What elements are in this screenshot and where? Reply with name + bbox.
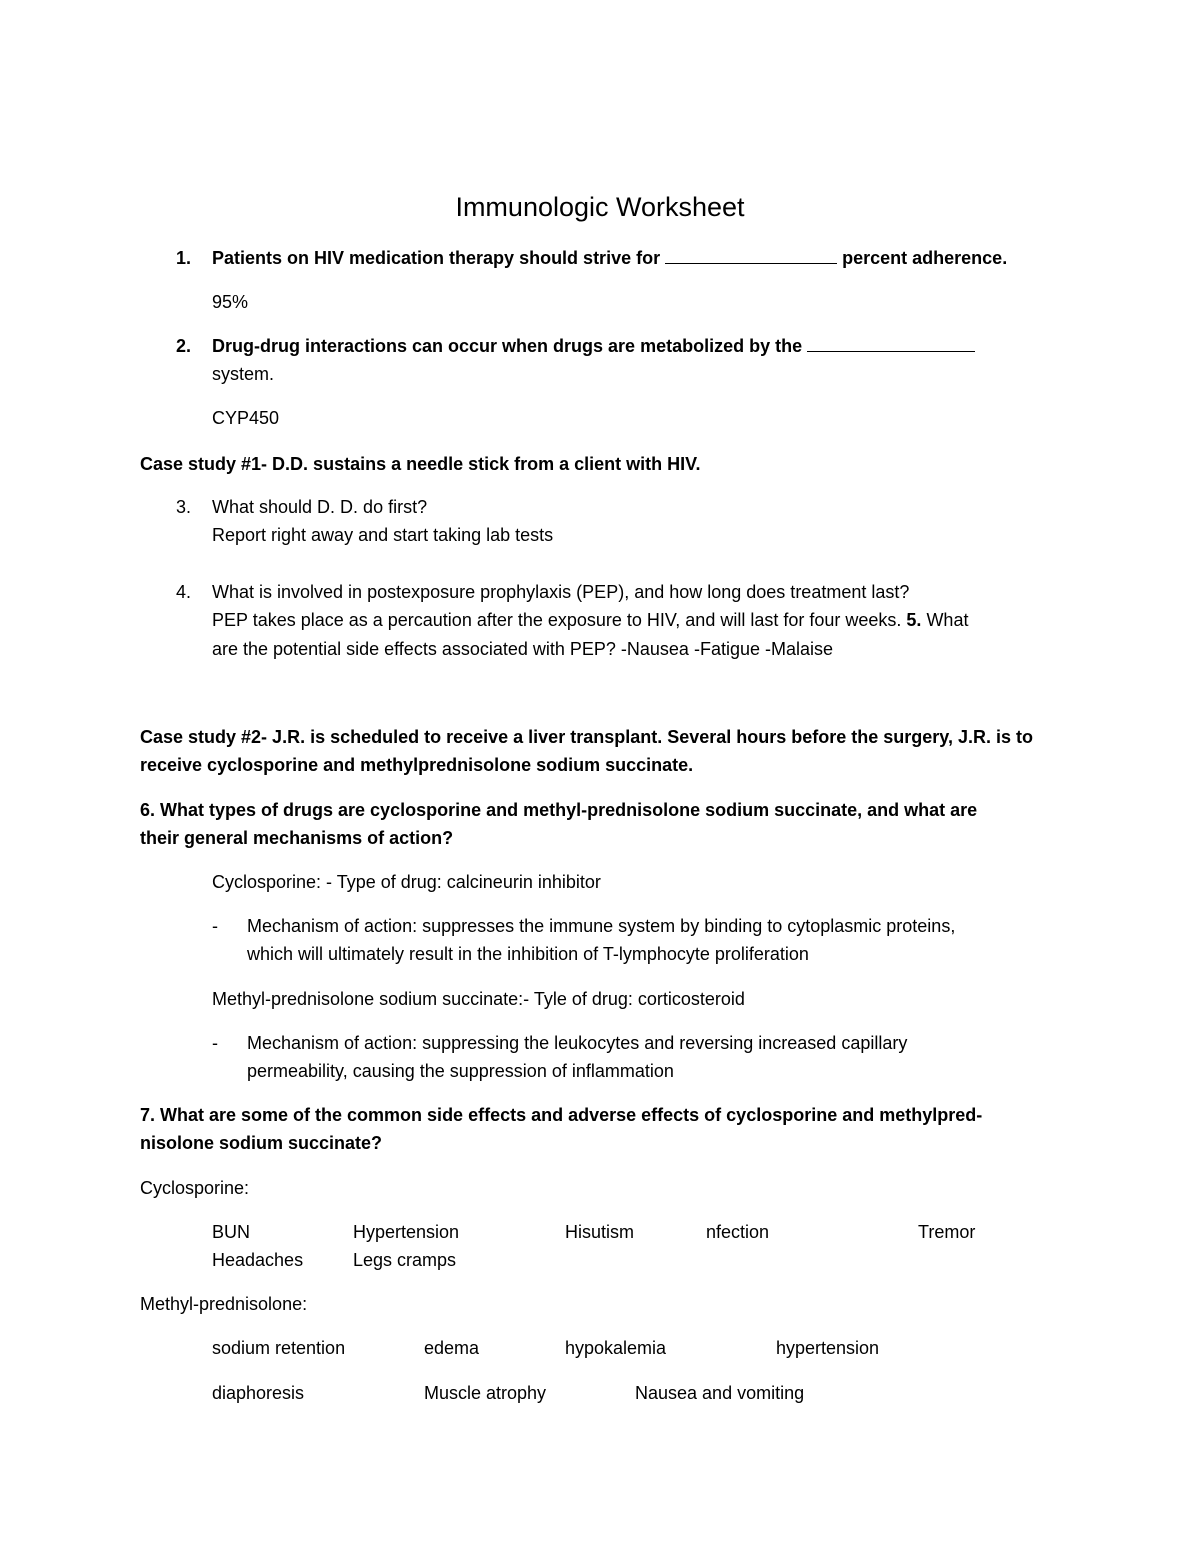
q6-methyl-type: Methyl-prednisolone sodium succinate:- Tyle of drug: corticosteroid [212, 989, 745, 1009]
q4-answer-line1 [212, 608, 968, 632]
q5-number: 5. [906, 610, 922, 630]
q7-line1: 7. What are some of the common side effects and adverse effects of cyclosporine and methylpred- [140, 1105, 983, 1125]
cyclo-effect-item: Legs cramps [353, 1250, 457, 1270]
q2-blank [807, 335, 975, 352]
q3-number: 3. [176, 497, 192, 517]
q1-answer: 95% [212, 292, 249, 312]
case-study-2-line1: Case study #2- J.R. is scheduled to receive a liver transplant. Several hours before the surgery, J.R. is to [140, 727, 1033, 747]
q6-cyclosporine-mechanism-1: Mechanism of action: suppresses the immune system by binding to cytoplasmic proteins, [247, 916, 956, 936]
q4-number: 4. [176, 582, 192, 602]
methyl-effect-item: sodium retention [212, 1338, 346, 1358]
q4-answer-text: PEP takes place as a percaution after the exposure to HIV, and will last for four weeks. [212, 610, 902, 630]
cyclo-effect-item: Headaches [212, 1250, 304, 1270]
q6-cyclosporine-mechanism-2: which will ultimately result in the inhibition of T-lymphocyte proliferation [247, 944, 809, 964]
q2-text-before: Drug-drug interactions can occur when drugs are metabolized by the [212, 336, 803, 356]
q5-question-start: What [926, 610, 969, 630]
methyl-effect-item: hypokalemia [565, 1338, 667, 1358]
q4-question: What is involved in postexposure prophylaxis (PEP), and how long does treatment last? [212, 582, 910, 602]
q6-methyl-mechanism-2: permeability, causing the suppression of inflammation [247, 1061, 674, 1081]
q6-line1: 6. What types of drugs are cyclosporine and methyl-prednisolone sodium succinate, and what are [140, 800, 978, 820]
case-study-2-line2: receive cyclosporine and methylprednisolone sodium succinate. [140, 755, 694, 775]
q1-blank [665, 247, 837, 264]
cyclo-effect-item: Tremor [918, 1222, 976, 1242]
q7-methyl-label: Methyl-prednisolone: [140, 1294, 308, 1314]
q6-methyl-mechanism-1: Mechanism of action: suppressing the leukocytes and reversing increased capillary [247, 1033, 908, 1053]
q1-number: 1. [176, 248, 192, 268]
cyclo-effect-item: Hisutism [565, 1222, 635, 1242]
q7-line2: nisolone sodium succinate? [140, 1133, 383, 1153]
cyclo-effect-item: Hypertension [353, 1222, 460, 1242]
q6-methyl-dash: - [212, 1033, 218, 1053]
q1-text-after: percent adherence. [842, 248, 1008, 268]
methyl-effect-item: hypertension [776, 1338, 880, 1358]
cyclo-effect-item: BUN [212, 1222, 251, 1242]
q2-text-cont: system. [212, 364, 275, 384]
methyl-effect-item: diaphoresis [212, 1383, 305, 1403]
q1-text-before: Patients on HIV medication therapy should strive for [212, 248, 661, 268]
methyl-effect-item: Muscle atrophy [424, 1383, 547, 1403]
case-study-1-heading: Case study #1- D.D. sustains a needle stick from a client with HIV. [140, 454, 701, 474]
q2-answer: CYP450 [212, 408, 280, 428]
methyl-effect-item: Nausea and vomiting [635, 1383, 805, 1403]
q3-answer: Report right away and start taking lab tests [212, 525, 554, 545]
cyclo-effect-item: nfection [706, 1222, 770, 1242]
q6-line2: their general mechanisms of action? [140, 828, 454, 848]
q6-cyclosporine-type: Cyclosporine: - Type of drug: calcineurin inhibitor [212, 872, 601, 892]
q1-text [212, 246, 1007, 270]
q2-text [212, 334, 975, 358]
q3-question: What should D. D. do first? [212, 497, 428, 517]
page-title: Immunologic Worksheet [455, 192, 745, 222]
q5-question-and-answer: are the potential side effects associated with PEP? -Nausea -Fatigue -Malaise [212, 639, 833, 659]
q7-cyclosporine-label: Cyclosporine: [140, 1178, 250, 1198]
q2-number: 2. [176, 336, 192, 356]
q6-cyclosporine-dash: - [212, 916, 218, 936]
methyl-effect-item: edema [424, 1338, 480, 1358]
